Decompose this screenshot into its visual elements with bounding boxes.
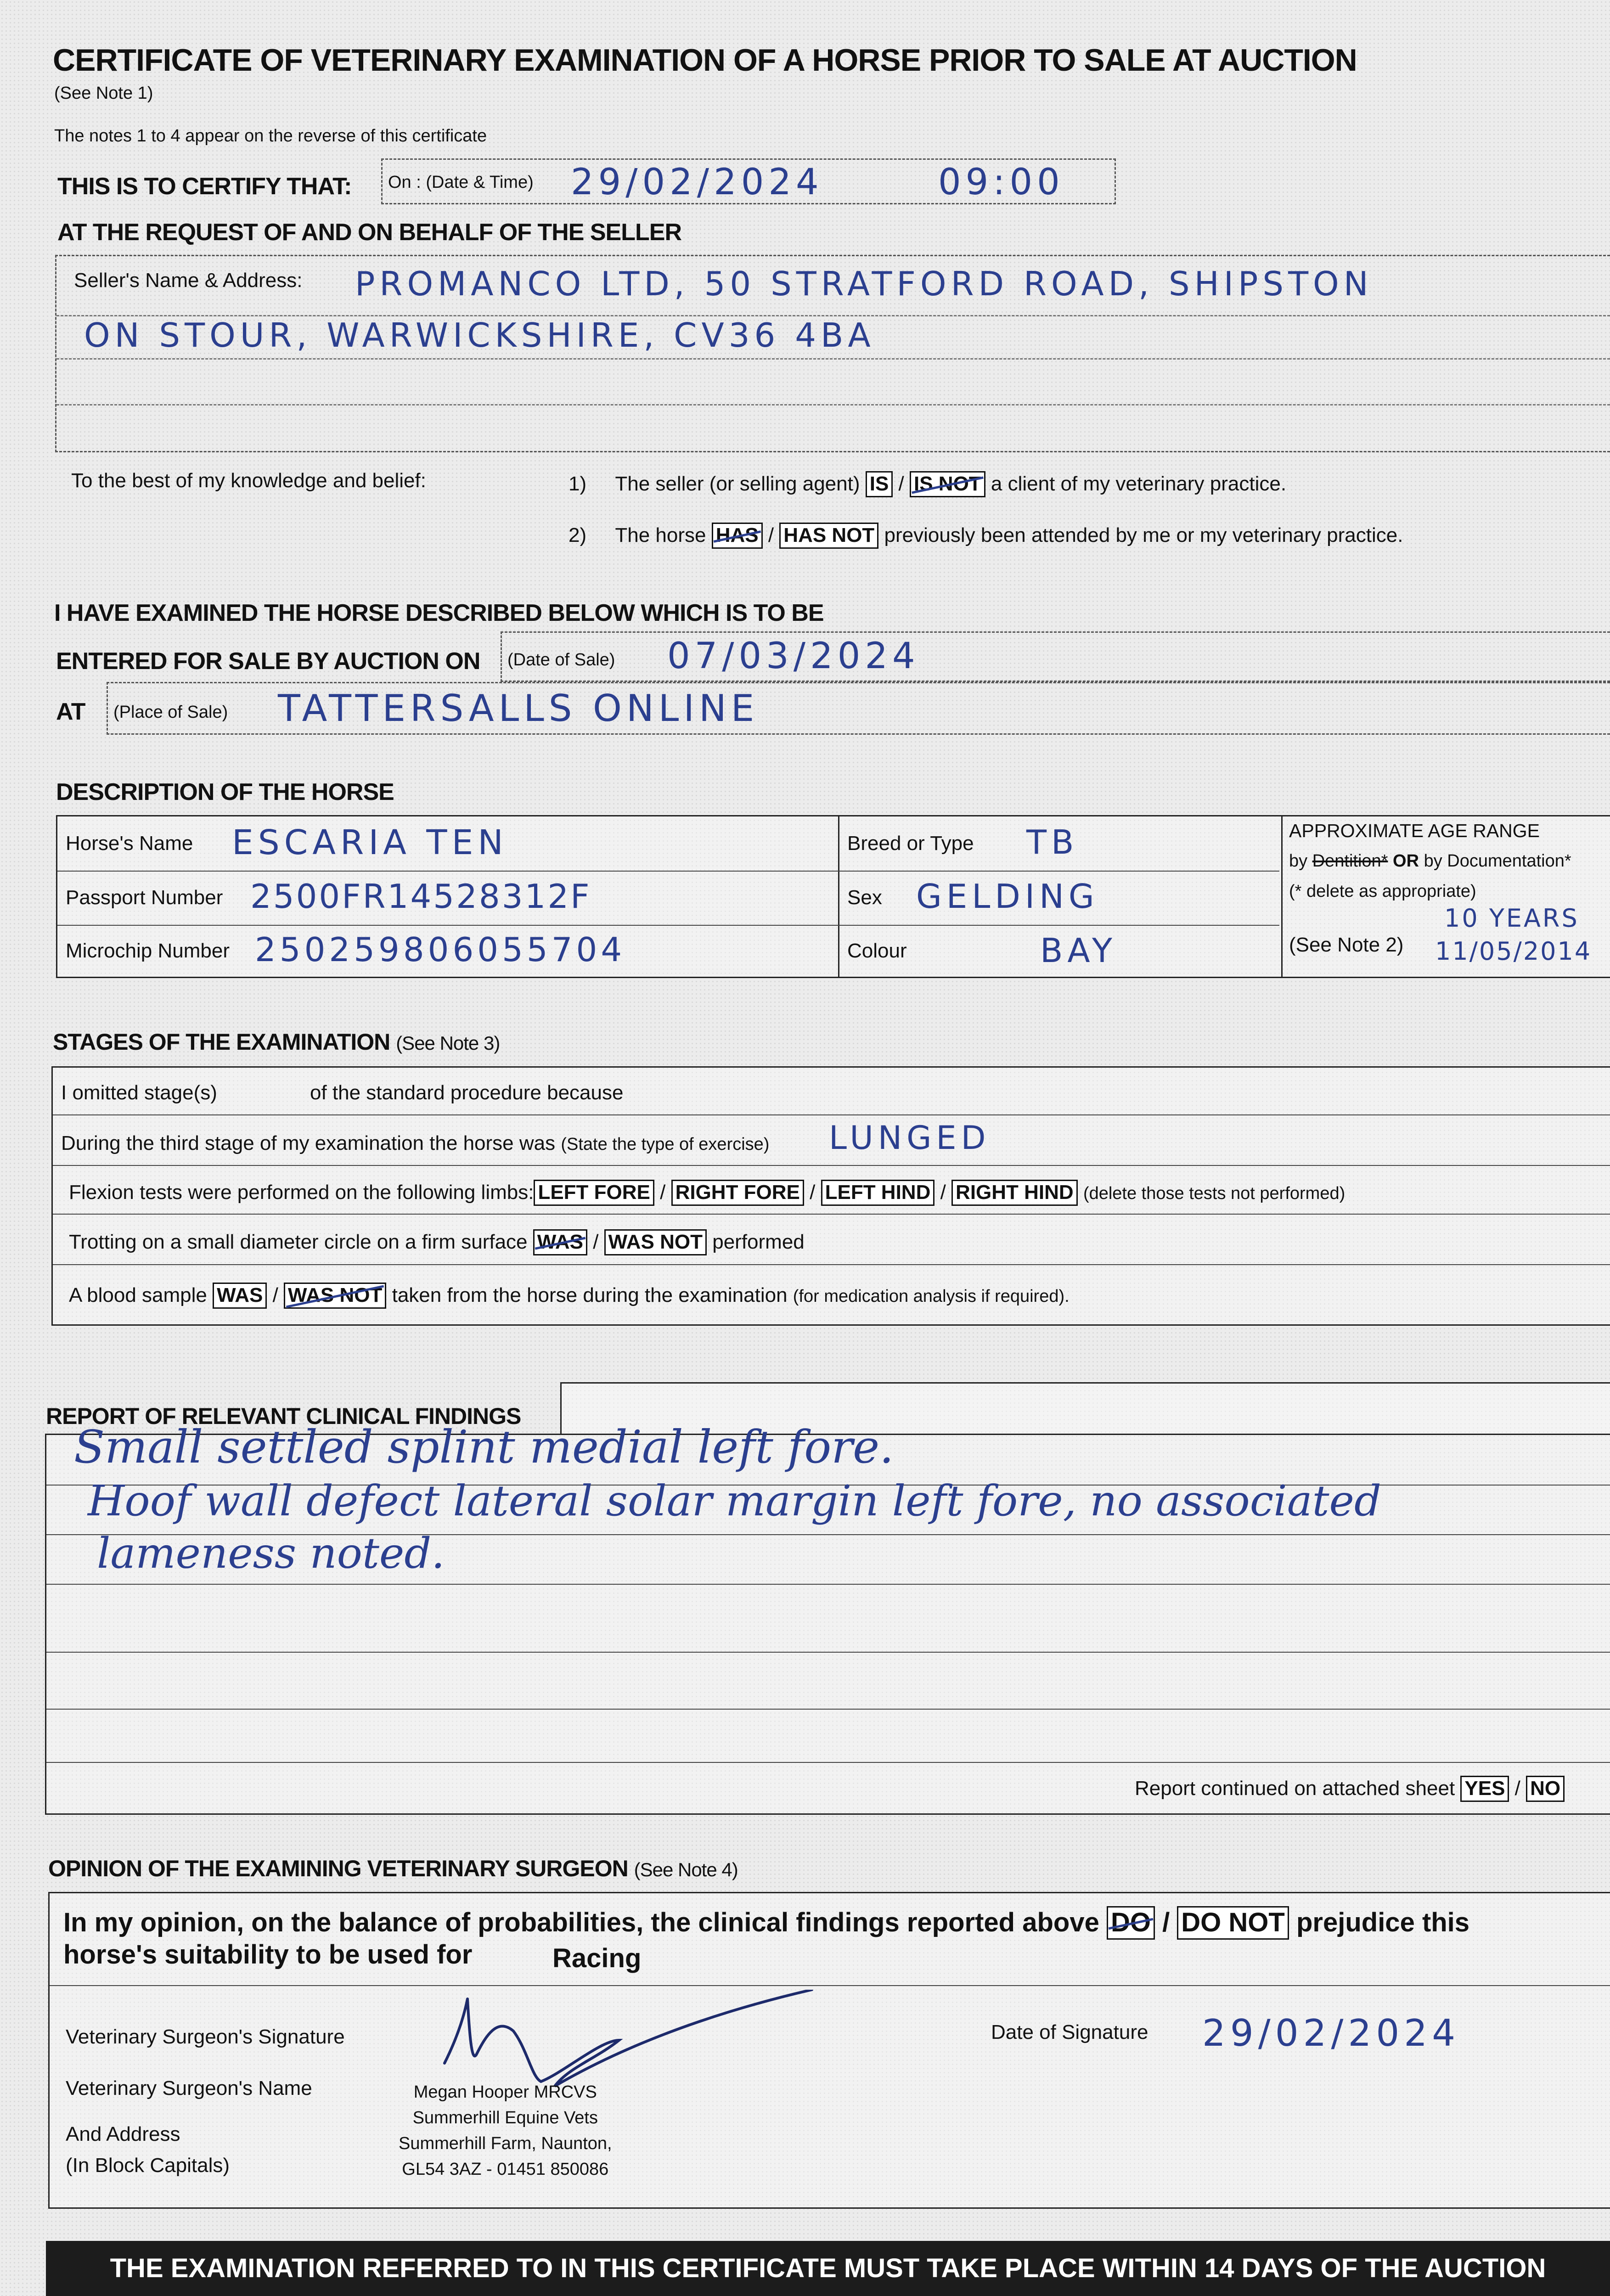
signature-date: 29/02/2024 bbox=[1202, 2012, 1460, 2054]
entered-label: ENTERED FOR SALE BY AUCTION ON bbox=[56, 648, 480, 675]
statement-2-pre: The horse bbox=[615, 524, 706, 546]
age-title: APPROXIMATE AGE RANGE bbox=[1289, 820, 1540, 841]
report-continued-line: Report continued on attached sheet YES / NO bbox=[1135, 1776, 1565, 1802]
sale-place-label: (Place of Sale) bbox=[113, 703, 228, 722]
horse-name: ESCARIA TEN bbox=[232, 823, 508, 862]
description-heading: DESCRIPTION OF THE HORSE bbox=[56, 779, 394, 805]
omitted-pre: I omitted stage(s) bbox=[61, 1081, 217, 1104]
flexion-label: Flexion tests were performed on the following limbs: bbox=[69, 1181, 534, 1204]
sale-place: TATTERSALLS ONLINE bbox=[278, 687, 759, 730]
is-not-option[interactable]: IS NOT bbox=[910, 471, 985, 497]
finding-line-3: lameness noted. bbox=[97, 1529, 445, 1578]
age-dentition: Dentition* bbox=[1312, 851, 1388, 871]
flexion-note: (delete those tests not performed) bbox=[1083, 1184, 1345, 1203]
breed: TB bbox=[1026, 823, 1079, 861]
has-not-option[interactable]: HAS NOT bbox=[779, 523, 878, 549]
certificate-title: CERTIFICATE OF VETERINARY EXAMINATION OF A HORSE PRIOR TO SALE AT AUCTION bbox=[53, 43, 1357, 78]
microchip-label: Microchip Number bbox=[66, 940, 230, 962]
trot-post: performed bbox=[712, 1231, 805, 1253]
at-label: AT bbox=[56, 698, 85, 725]
stages-heading: STAGES OF THE EXAMINATION bbox=[53, 1029, 390, 1055]
report-continued-label: Report continued on attached sheet bbox=[1135, 1777, 1455, 1800]
stages-note: (See Note 3) bbox=[396, 1032, 500, 1054]
age-see-note: (See Note 2) bbox=[1289, 934, 1404, 956]
microchip-number: 250259806055704 bbox=[255, 930, 626, 969]
stages-heading-line bbox=[53, 1029, 500, 1055]
age-documentation: by Documentation* bbox=[1424, 851, 1571, 871]
opinion-heading-line bbox=[48, 1855, 738, 1882]
examined-heading: I HAVE EXAMINED THE HORSE DESCRIBED BELOW WHICH IS TO BE bbox=[54, 600, 824, 626]
limb-left-fore[interactable]: LEFT FORE bbox=[534, 1180, 654, 1206]
see-note-1: (See Note 1) bbox=[54, 84, 153, 103]
breed-label: Breed or Type bbox=[847, 832, 974, 855]
trot-line: Trotting on a small diameter circle on a firm surface WAS / WAS NOT performed bbox=[69, 1229, 805, 1255]
opinion-text-pre: In my opinion, on the balance of probabilities, the clinical findings reported above bbox=[63, 1908, 1099, 1937]
seller-box bbox=[55, 255, 1610, 452]
sale-date: 07/03/2024 bbox=[667, 636, 920, 677]
opinion-heading: OPINION OF THE EXAMINING VETERINARY SURGEON bbox=[48, 1856, 628, 1881]
statement-2-number: 2) bbox=[569, 524, 587, 546]
passport-label: Passport Number bbox=[66, 886, 223, 909]
blood-was-not-option[interactable]: WAS NOT bbox=[284, 1283, 386, 1309]
finding-line-2: Hoof wall defect lateral solar margin left fore, no associated bbox=[88, 1476, 1381, 1525]
blood-post: taken from the horse during the examination bbox=[392, 1284, 788, 1306]
stamp-line-4: GL54 3AZ - 01451 850086 bbox=[402, 2160, 609, 2179]
blood-pre: A blood sample bbox=[69, 1284, 207, 1306]
opinion-line-2: horse's suitability to be used for bbox=[63, 1940, 473, 1970]
opinion-text-post: prejudice this bbox=[1296, 1908, 1470, 1937]
statement-1-number: 1) bbox=[569, 473, 587, 495]
finding-line-1: Small settled splint medial left fore. bbox=[74, 1421, 894, 1474]
knowledge-label: To the best of my knowledge and belief: bbox=[71, 469, 426, 492]
statement-1-post: a client of my veterinary practice. bbox=[991, 473, 1287, 495]
age-by-line bbox=[1289, 851, 1571, 871]
age-by: by bbox=[1289, 851, 1308, 871]
yes-option[interactable]: YES bbox=[1460, 1776, 1509, 1802]
sale-place-field[interactable] bbox=[107, 682, 1610, 735]
opinion-line-1: In my opinion, on the balance of probabilities, the clinical findings reported above DO / DO NOT prejudice this bbox=[63, 1906, 1469, 1940]
third-stage-exercise: LUNGED bbox=[829, 1119, 991, 1157]
third-stage-line bbox=[61, 1132, 769, 1155]
block-capitals-label: (In Block Capitals) bbox=[66, 2154, 230, 2177]
report-heading: REPORT OF RELEVANT CLINICAL FINDINGS bbox=[46, 1403, 521, 1429]
omitted-post: of the standard procedure because bbox=[310, 1081, 624, 1104]
do-not-option[interactable]: DO NOT bbox=[1177, 1906, 1289, 1940]
signature-date-label: Date of Signature bbox=[991, 2021, 1148, 2043]
is-option[interactable]: IS bbox=[866, 471, 893, 497]
opinion-note: (See Note 4) bbox=[634, 1859, 738, 1880]
do-option[interactable]: DO bbox=[1107, 1906, 1155, 1940]
blood-note: (for medication analysis if required). bbox=[793, 1287, 1070, 1306]
practice-stamp bbox=[399, 2079, 612, 2182]
seller-label: Seller's Name & Address: bbox=[74, 269, 303, 292]
colour: BAY bbox=[1040, 931, 1117, 970]
seller-line-2: ON STOUR, WARWICKSHIRE, CV36 4BA bbox=[84, 316, 875, 355]
colour-label: Colour bbox=[847, 940, 907, 962]
notes-line: The notes 1 to 4 appear on the reverse of this certificate bbox=[54, 126, 487, 146]
sex: GELDING bbox=[916, 877, 1099, 916]
statement-2-post: previously been attended by me or my veterinary practice. bbox=[884, 524, 1403, 546]
seller-line-1: PROMANCO LTD, 50 STRATFORD ROAD, SHIPSTON bbox=[355, 264, 1373, 303]
sex-label: Sex bbox=[847, 886, 882, 909]
horse-table bbox=[56, 815, 1610, 978]
exam-date: 29/02/2024 bbox=[571, 162, 823, 203]
limb-right-hind[interactable]: RIGHT HIND bbox=[951, 1180, 1078, 1206]
footer-banner: THE EXAMINATION REFERRED TO IN THIS CERTIFICATE MUST TAKE PLACE WITHIN 14 DAYS OF THE AUCTION bbox=[46, 2241, 1610, 2296]
age-delete-note: (* delete as appropriate) bbox=[1289, 882, 1476, 901]
stamp-line-3: Summerhill Farm, Naunton, bbox=[399, 2134, 612, 2153]
age-years: 10 YEARS bbox=[1444, 904, 1579, 933]
age-or: OR bbox=[1393, 851, 1419, 871]
third-stage-hint: (State the type of exercise) bbox=[561, 1135, 770, 1154]
limb-right-fore[interactable]: RIGHT FORE bbox=[671, 1180, 804, 1206]
blood-line: A blood sample WAS / WAS NOT taken from the horse during the examination (for medication analysis if required). bbox=[69, 1283, 1070, 1309]
stages-table bbox=[51, 1066, 1610, 1326]
has-option[interactable]: HAS bbox=[712, 523, 763, 549]
exam-time: 09:00 bbox=[938, 162, 1064, 203]
blood-was-option[interactable]: WAS bbox=[213, 1283, 267, 1309]
surgeon-name-label: Veterinary Surgeon's Name bbox=[66, 2077, 312, 2099]
horse-name-label: Horse's Name bbox=[66, 832, 193, 855]
sale-date-field[interactable] bbox=[501, 631, 1610, 682]
age-dob: 11/05/2014 bbox=[1435, 937, 1592, 966]
trot-was-not-option[interactable]: WAS NOT bbox=[604, 1229, 707, 1255]
request-heading: AT THE REQUEST OF AND ON BEHALF OF THE SELLER bbox=[57, 219, 681, 246]
date-time-field[interactable] bbox=[381, 158, 1116, 204]
stamp-line-2: Summerhill Equine Vets bbox=[412, 2108, 598, 2127]
opinion-box bbox=[48, 1892, 1610, 2209]
limb-left-hind[interactable]: LEFT HIND bbox=[821, 1180, 935, 1206]
on-label: On : (Date & Time) bbox=[388, 173, 534, 192]
surgeon-address-label: And Address bbox=[66, 2123, 180, 2145]
third-stage-label: During the third stage of my examination the horse was bbox=[61, 1132, 556, 1154]
no-option[interactable]: NO bbox=[1526, 1776, 1565, 1802]
statement-1: 1) The seller (or selling agent) IS / IS NOT a client of my veterinary practice. bbox=[569, 471, 1286, 497]
statement-1-pre: The seller (or selling agent) bbox=[615, 473, 860, 495]
sale-date-label: (Date of Sale) bbox=[507, 650, 615, 670]
certify-label: THIS IS TO CERTIFY THAT: bbox=[57, 173, 352, 200]
intended-use: Racing bbox=[552, 1943, 642, 1973]
flexion-line: Flexion tests were performed on the following limbs: LEFT FORE / RIGHT FORE / LEFT HIND / RIGHT HIND (delete those tests not performed) bbox=[69, 1180, 1345, 1206]
passport-number: 2500FR14528312F bbox=[250, 877, 591, 916]
findings-box[interactable] bbox=[45, 1421, 1610, 1815]
stamp-line-1: Megan Hooper MRCVS bbox=[413, 2082, 597, 2102]
statement-2: 2) The horse HAS / HAS NOT previously been attended by me or my veterinary practice. bbox=[569, 523, 1403, 549]
signature-label: Veterinary Surgeon's Signature bbox=[66, 2026, 345, 2048]
trot-was-option[interactable]: WAS bbox=[533, 1229, 587, 1255]
trot-pre: Trotting on a small diameter circle on a firm surface bbox=[69, 1231, 528, 1253]
